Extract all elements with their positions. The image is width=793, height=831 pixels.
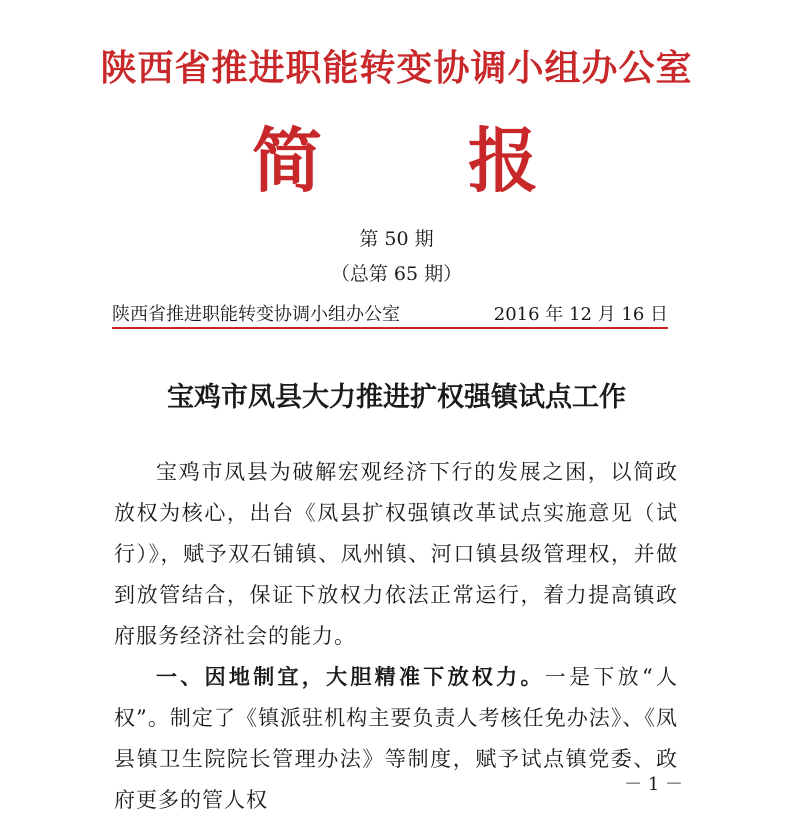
issue-total: （总第 65 期） [330,263,463,285]
red-divider [112,327,668,329]
section-text: 一是下放“人权”。制定了《镇派驻机构主要负责人考核任免办法》、《凤县镇卫生院院长管理办法》等制度，赋予试点镇党委、政府更多的管人权 [114,665,678,812]
issue-number: 第 50 期 [359,228,434,250]
paragraph-section-1 [114,657,678,821]
paragraph-intro: 宝鸡市凤县为破解宏观经济下行的发展之困，以简政放权为核心，出台《凤县扩权强镇改革试点实施意见（试行）》，赋予双石铺镇、凤州镇、河口镇县级管理权，并做到放管结合，保证下放权力依法正常运行，着力提高镇政府服务经济社会的能力。 [114,460,678,648]
doc-type-char-2: 报 [468,120,538,202]
issuer: 陕西省推进职能转变协调小组办公室 [112,304,400,325]
article-body [114,452,678,821]
article-title: 宝鸡市凤县大力推进扩权强镇试点工作 [167,382,626,413]
issue-date: 2016 年 12 月 16 日 [493,304,668,325]
section-heading: 一、因地制宜，大胆精准下放权力。 [156,665,545,689]
page-number: － 1 － [624,774,683,795]
issuer-date-row [112,300,668,326]
doc-type-char-1: 简 [252,120,322,202]
org-title: 陕西省推进职能转变协调小组办公室 [100,48,693,89]
